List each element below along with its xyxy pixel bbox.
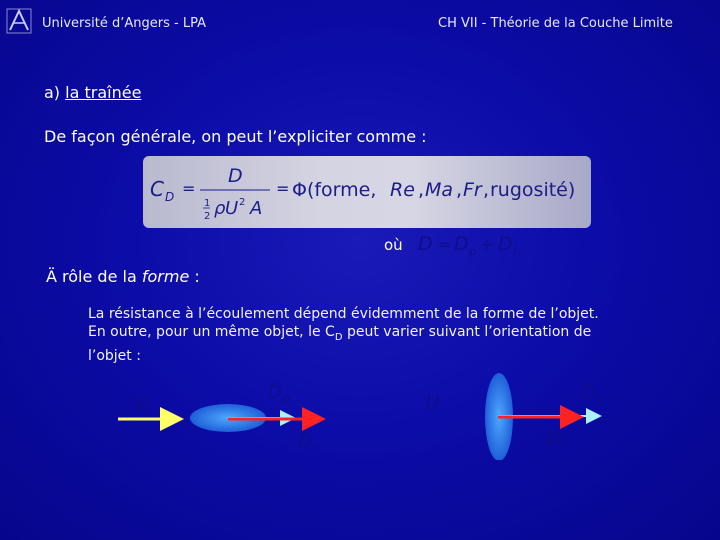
formula-re: Re — [390, 179, 415, 201]
where-dp: D — [454, 233, 469, 255]
bullet-arrow-icon: Ä — [46, 267, 57, 286]
left-df-label: D — [298, 431, 312, 452]
formula-eq2: = — [276, 179, 290, 198]
where-f: f — [513, 245, 517, 258]
formula-cd-sub: D — [165, 190, 175, 204]
where-d: D — [418, 233, 433, 255]
where-df: D — [498, 233, 513, 255]
formula-u: U — [225, 198, 239, 219]
formula-eq1: = — [182, 179, 196, 198]
where-label: où — [384, 236, 403, 254]
drag-decomposition — [418, 230, 538, 260]
left-u-label: U — [136, 394, 150, 415]
where-plus: + — [480, 235, 494, 254]
formula-comma2: , — [456, 179, 463, 201]
formula-num: D — [228, 165, 243, 187]
formula-phi: Φ(forme, — [292, 179, 377, 201]
right-u-label: U — [426, 393, 440, 414]
header-chapter: CH VII - Théorie de la Couche Limite — [438, 16, 673, 31]
right-dp-sub: p — [596, 393, 603, 406]
formula-ma: Ma — [425, 179, 454, 201]
left-dp-sub: p — [283, 392, 290, 405]
orientation-diagram — [0, 360, 720, 460]
diagram-right — [426, 373, 603, 460]
intro-text: De façon générale, on peut l’expliciter comme : — [44, 127, 427, 146]
drag-coefficient-formula — [150, 164, 590, 224]
right-df-label: D — [546, 428, 560, 449]
formula-comma1: , — [418, 179, 425, 201]
section-heading — [44, 83, 141, 102]
explanation-paragraph: La résistance à l’écoulement dépend évidemment de la forme de l’objet. En outre, pour un même objet, le $C_D$ peut varier suivant l’orientation de l’objet : — [88, 306, 599, 364]
section-prefix: a) — [44, 83, 66, 102]
formula-sq: 2 — [239, 197, 246, 208]
header-institution: Université d’Angers - LPA — [42, 16, 206, 31]
formula-a: A — [250, 198, 263, 219]
left-dp-label: D — [268, 382, 282, 403]
formula-comma3: , — [483, 179, 490, 201]
formula-cd: C — [150, 177, 164, 201]
right-df-sub: f — [560, 439, 564, 452]
university-logo-icon — [6, 8, 32, 34]
formula-half-num: 1 — [204, 198, 211, 209]
left-df-sub: f — [312, 442, 316, 455]
formula-rho: ρ — [214, 198, 226, 219]
diagram-left — [118, 382, 320, 455]
formula-half-den: 2 — [204, 211, 211, 222]
formula-rugosite: rugosité) — [490, 179, 576, 201]
section-title: la traînée — [65, 83, 142, 102]
bullet-role-forme: Ä rôle de la forme : — [46, 267, 200, 286]
formula-fr: Fr — [463, 179, 482, 201]
where-eq: = — [438, 235, 452, 254]
right-dp-label: D — [582, 382, 596, 403]
where-p: p — [469, 245, 476, 258]
